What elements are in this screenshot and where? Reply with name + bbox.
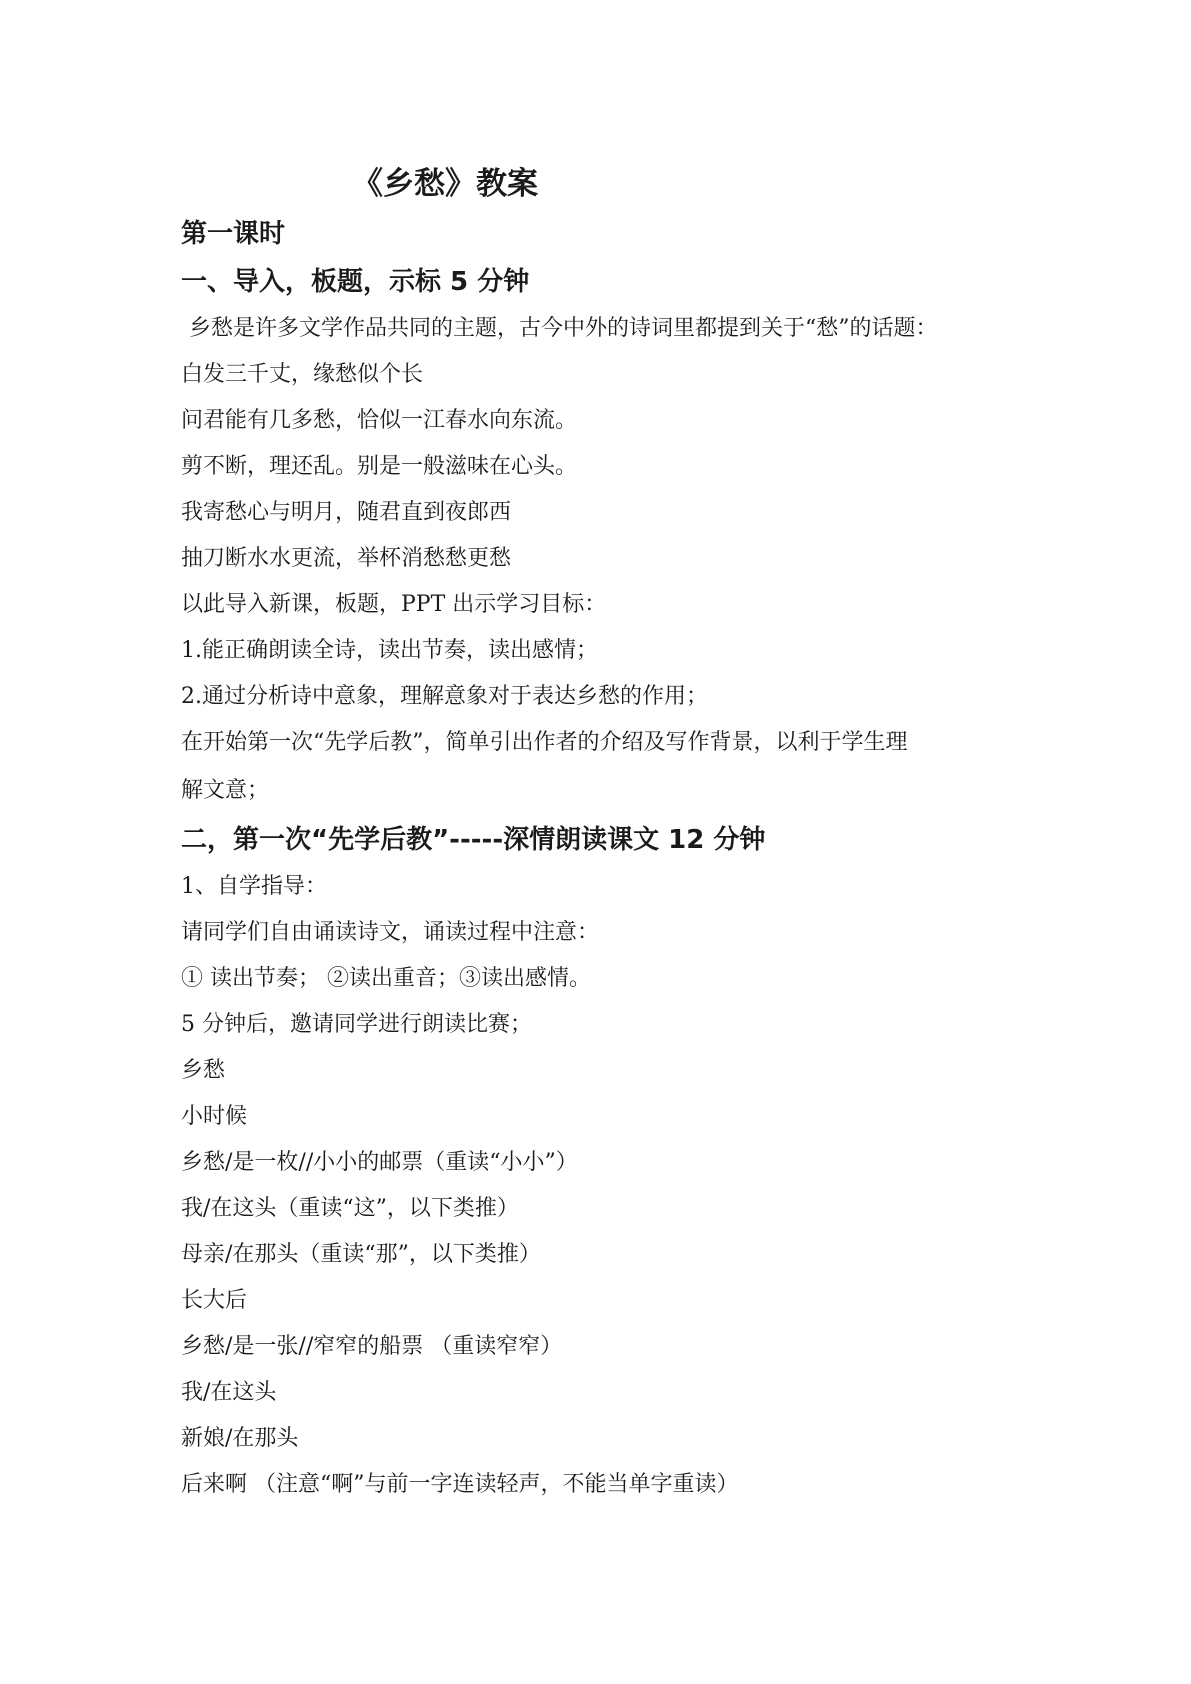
text-line: 新娘/在那头 [181, 1426, 299, 1451]
section-heading: 二，第一次“先学后教”-----深情朗读课文 12 分钟 [181, 825, 766, 855]
text-line: 乡愁/是一枚//小小的邮票（重读“小小”） [181, 1150, 578, 1175]
text-line: 母亲/在那头（重读“那”，以下类推） [181, 1242, 541, 1267]
text-line: 小时候 [181, 1104, 248, 1129]
section-heading: 第一课时 [181, 219, 286, 249]
text-line: 白发三千丈，缘愁似个长 [181, 362, 424, 387]
text-line: 问君能有几多愁，恰似一江春水向东流。 [181, 408, 578, 433]
text-line: 我/在这头（重读“这”，以下类推） [181, 1196, 519, 1221]
text-line: 我/在这头 [181, 1380, 277, 1405]
text-line: 抽刀断水水更流，举杯消愁愁更愁 [181, 546, 512, 571]
document-body [181, 210, 1061, 1508]
text-line: 2.通过分析诗中意象，理解意象对于表达乡愁的作用； [181, 684, 708, 709]
text-line: 乡愁 [181, 1058, 226, 1083]
text-line: 以此导入新课，板题，PPT 出示学习目标： [181, 592, 607, 617]
text-line: 我寄愁心与明月，随君直到夜郎西 [181, 500, 512, 525]
text-line: 1.能正确朗读全诗，读出节奏，读出感情； [181, 638, 598, 663]
text-line: ① 读出节奏； ②读出重音；③读出感情。 [181, 966, 591, 991]
text-line: 5 分钟后，邀请同学进行朗读比赛； [181, 1012, 532, 1037]
document-title: 《乡愁》教案 [352, 166, 538, 202]
text-line: 长大后 [181, 1288, 248, 1313]
text-line: 在开始第一次“先学后教”，简单引出作者的介绍及写作背景，以利于学生理 [181, 730, 908, 755]
section-heading: 一、导入，板题，示标 5 分钟 [181, 267, 530, 297]
text-line: 解文意； [181, 778, 270, 803]
text-line: 1、自学指导： [181, 874, 327, 899]
text-line: 后来啊 （注意“啊”与前一字连读轻声，不能当单字重读） [181, 1472, 739, 1497]
text-line: 乡愁是许多文学作品共同的主题，古今中外的诗词里都提到关于“愁”的话题： [189, 316, 938, 341]
text-line: 请同学们自由诵读诗文，诵读过程中注意： [181, 920, 600, 945]
text-line: 乡愁/是一张//窄窄的船票 （重读窄窄） [181, 1334, 563, 1359]
text-line: 剪不断，理还乱。别是一般滋味在心头。 [181, 454, 578, 479]
